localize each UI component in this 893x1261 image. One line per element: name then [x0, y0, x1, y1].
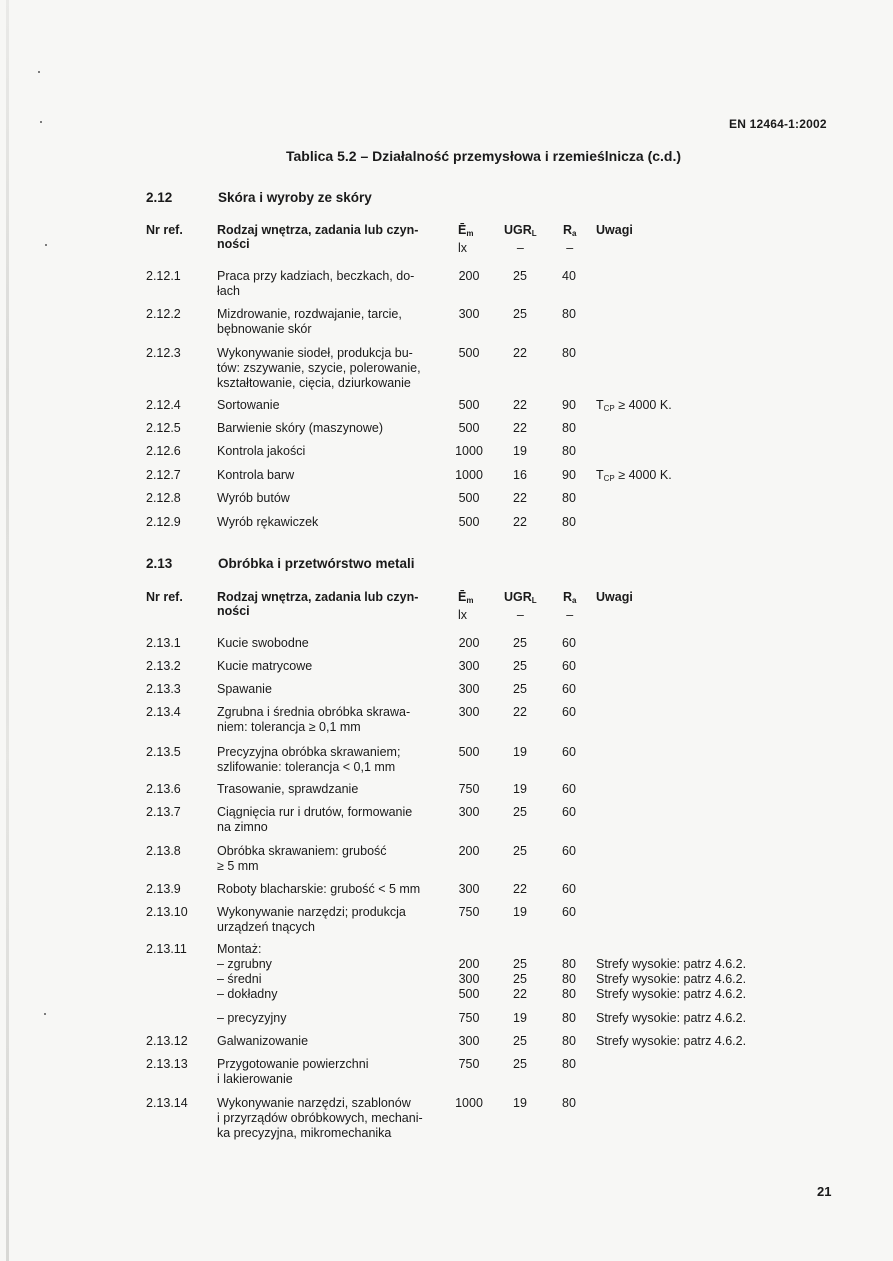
row-illuminance: 300 — [458, 682, 480, 696]
row-ref: 2.12.8 — [146, 491, 181, 505]
document-id: EN 12464-1:2002 — [729, 117, 827, 131]
row-task: Wykonywanie narzędzi, szablonów i przyrządów obróbkowych, mechani- ka precyzyjna, mikromechanika — [217, 1096, 423, 1140]
page-number: 21 — [817, 1184, 832, 1199]
row-ra: 80 — [562, 444, 576, 458]
row-ugr: 25 — [513, 1057, 527, 1071]
row-ref: 2.13.5 — [146, 745, 181, 759]
row-ra: 80 80 80 — [562, 957, 576, 1001]
row-ra: 60 — [562, 705, 576, 719]
scan-speck — [44, 1013, 46, 1015]
row-task: Ciągnięcia rur i drutów, formowanie na zimno — [217, 805, 413, 834]
row-illuminance: 300 — [458, 805, 480, 819]
row-task: Precyzyjna obróbka skrawaniem; szlifowanie: tolerancja < 0,1 mm — [217, 745, 401, 774]
row-ref: 2.12.4 — [146, 398, 181, 412]
row-task: Kucie swobodne — [217, 636, 309, 650]
row-task: Wyrób butów — [217, 491, 290, 505]
scan-edge — [6, 0, 9, 1261]
scan-speck — [40, 121, 42, 123]
row-ref: 2.12.9 — [146, 515, 181, 529]
row-ref: 2.13.3 — [146, 682, 181, 696]
row-ra: 90 — [562, 398, 576, 412]
header-ugr: $UGR_L$ – — [504, 590, 537, 622]
row-ref: 2.12.7 — [146, 468, 181, 482]
row-ugr: 25 — [513, 844, 527, 858]
row-illuminance: 200 — [458, 636, 480, 650]
row-ugr: 25 — [513, 1034, 527, 1048]
row-ugr: 22 — [513, 515, 527, 529]
row-ref: 2.13.9 — [146, 882, 181, 896]
row-task: Montaż: – zgrubny – średni – dokładny — [217, 942, 278, 1001]
header-lx: $Ē_m$ lx — [458, 590, 474, 622]
row-ugr: 25 — [513, 659, 527, 673]
row-ugr: 19 — [513, 745, 527, 759]
row-illuminance: 500 — [458, 745, 480, 759]
row-note: $T_{CP} \ge 4000$ K. — [596, 398, 672, 413]
row-ra: 80 — [562, 346, 576, 360]
row-ref: 2.12.3 — [146, 346, 181, 360]
row-task: Praca przy kadziach, beczkach, do- łach — [217, 269, 415, 298]
scan-speck — [38, 71, 40, 73]
row-task: Galwanizowanie — [217, 1034, 309, 1048]
row-ra: 60 — [562, 682, 576, 696]
row-ref: 2.13.13 — [146, 1057, 188, 1071]
row-task: Wykonywanie narzędzi; produkcja urządzeń tnących — [217, 905, 406, 934]
row-illuminance: 750 — [458, 1057, 480, 1071]
row-ra: 80 — [562, 307, 576, 321]
row-note: Strefy wysokie: patrz 4.6.2. Strefy wysokie: patrz 4.6.2. Strefy wysokie: patrz 4.6.2. — [596, 957, 747, 1001]
row-ugr: 19 — [513, 1011, 527, 1025]
row-ugr: 22 — [513, 346, 527, 360]
row-ra: 60 — [562, 636, 576, 650]
row-illuminance: 750 — [458, 905, 480, 919]
row-ref: 2.13.11 — [146, 942, 187, 956]
row-ugr: 22 — [513, 398, 527, 412]
table-header — [0, 223, 893, 253]
row-ref: 2.13.8 — [146, 844, 181, 858]
row-ref: 2.13.1 — [146, 636, 181, 650]
header-ref: Nr ref. — [146, 590, 183, 604]
row-ra: 80 — [562, 1096, 576, 1110]
row-illuminance: 500 — [458, 491, 480, 505]
row-ugr: 25 — [513, 805, 527, 819]
row-ref: 2.13.14 — [146, 1096, 188, 1110]
row-ra: 60 — [562, 805, 576, 819]
row-illuminance: 500 — [458, 398, 480, 412]
section-number: 2.12 — [146, 190, 173, 205]
section-name: Skóra i wyroby ze skóry — [218, 190, 372, 205]
row-illuminance: 1000 — [455, 468, 483, 482]
row-ugr: 19 — [513, 905, 527, 919]
row-ugr: 22 — [513, 882, 527, 896]
row-ra: 60 — [562, 844, 576, 858]
row-ra: 80 — [562, 1057, 576, 1071]
row-task: Obróbka skrawaniem: grubość ≥ 5 mm — [217, 844, 387, 873]
row-ra: 40 — [562, 269, 576, 283]
row-task: Sortowanie — [217, 398, 280, 412]
row-ra: 60 — [562, 882, 576, 896]
row-ra: 60 — [562, 782, 576, 796]
header-notes: Uwagi — [596, 590, 633, 604]
row-task: Kontrola jakości — [217, 444, 306, 458]
header-ugr: $UGR_L$ – — [504, 223, 537, 255]
row-illuminance: 750 — [458, 1011, 480, 1025]
header-notes: Uwagi — [596, 223, 633, 237]
row-illuminance: 300 — [458, 882, 480, 896]
row-task: Zgrubna i średnia obróbka skrawa- niem: tolerancja ≥ 0,1 mm — [217, 705, 411, 734]
row-illuminance: 500 — [458, 421, 480, 435]
row-ugr: 25 — [513, 269, 527, 283]
row-task: Kontrola barw — [217, 468, 295, 482]
row-illuminance: 500 — [458, 515, 480, 529]
row-illuminance: 500 — [458, 346, 480, 360]
row-ref: 2.12.1 — [146, 269, 181, 283]
header-ra: $R_a$ – — [563, 590, 577, 622]
row-ref: 2.13.4 — [146, 705, 181, 719]
row-illuminance: 750 — [458, 782, 480, 796]
row-ra: 80 — [562, 421, 576, 435]
row-note: $T_{CP} \ge 4000$ K. — [596, 468, 672, 483]
row-illuminance: 1000 — [455, 1096, 483, 1110]
row-task: Spawanie — [217, 682, 272, 696]
row-ugr: 25 — [513, 682, 527, 696]
row-illuminance: 200 — [458, 844, 480, 858]
header-ra: $R_a$ – — [563, 223, 577, 255]
header-lx: $Ē_m$ lx — [458, 223, 474, 255]
row-ra: 90 — [562, 468, 576, 482]
row-ref: 2.12.5 — [146, 421, 181, 435]
row-illuminance: 1000 — [455, 444, 483, 458]
row-ref: 2.12.2 — [146, 307, 181, 321]
header-task: Rodzaj wnętrza, zadania lub czyn- ności — [217, 590, 419, 618]
row-ugr: 22 — [513, 705, 527, 719]
row-ref: 2.13.10 — [146, 905, 188, 919]
row-illuminance: 200 — [458, 269, 480, 283]
row-ra: 80 — [562, 491, 576, 505]
row-ugr: 22 — [513, 491, 527, 505]
row-task: Barwienie skóry (maszynowe) — [217, 421, 384, 435]
row-note: Strefy wysokie: patrz 4.6.2. — [596, 1034, 747, 1048]
table-title: Tablica 5.2 – Działalność przemysłowa i rzemieślnicza (c.d.) — [286, 148, 682, 164]
row-task: Trasowanie, sprawdzanie — [217, 782, 359, 796]
row-ugr: 19 — [513, 1096, 527, 1110]
row-ra: 80 — [562, 515, 576, 529]
row-ugr: 25 — [513, 636, 527, 650]
row-ref: 2.13.2 — [146, 659, 181, 673]
row-illuminance: 300 — [458, 1034, 480, 1048]
row-illuminance: 300 — [458, 705, 480, 719]
row-task: Wykonywanie siodeł, produkcja bu- tów: zszywanie, szycie, polerowanie, kształtowanie, cięcia, dziurkowanie — [217, 346, 421, 390]
row-illuminance: 200 300 500 — [458, 957, 480, 1001]
row-ugr: 25 — [513, 307, 527, 321]
row-task: Roboty blacharskie: grubość < 5 mm — [217, 882, 421, 896]
row-task: Przygotowanie powierzchni i lakierowanie — [217, 1057, 369, 1086]
row-ref: 2.13.7 — [146, 805, 181, 819]
row-ref: 2.13.12 — [146, 1034, 188, 1048]
row-task: Mizdrowanie, rozdwajanie, tarcie, bębnowanie skór — [217, 307, 402, 336]
row-illuminance: 300 — [458, 659, 480, 673]
row-ra: 60 — [562, 905, 576, 919]
row-ugr: 25 25 22 — [513, 957, 527, 1001]
header-task: Rodzaj wnętrza, zadania lub czyn- ności — [217, 223, 419, 251]
row-ugr: 16 — [513, 468, 527, 482]
header-ref: Nr ref. — [146, 223, 183, 237]
row-ref: 2.13.6 — [146, 782, 181, 796]
table-header — [0, 590, 893, 620]
row-ref: 2.12.6 — [146, 444, 181, 458]
row-ugr: 19 — [513, 444, 527, 458]
row-task: – precyzyjny — [217, 1011, 287, 1025]
row-ra: 80 — [562, 1034, 576, 1048]
row-ugr: 22 — [513, 421, 527, 435]
row-ra: 60 — [562, 659, 576, 673]
section-name: Obróbka i przetwórstwo metali — [218, 556, 415, 571]
row-task: Wyrób rękawiczek — [217, 515, 319, 529]
row-ra: 80 — [562, 1011, 576, 1025]
section-number: 2.13 — [146, 556, 173, 571]
row-note: Strefy wysokie: patrz 4.6.2. — [596, 1011, 747, 1025]
row-ugr: 19 — [513, 782, 527, 796]
row-ra: 60 — [562, 745, 576, 759]
row-illuminance: 300 — [458, 307, 480, 321]
section-heading — [146, 556, 546, 574]
section-heading — [146, 190, 546, 208]
row-task: Kucie matrycowe — [217, 659, 313, 673]
